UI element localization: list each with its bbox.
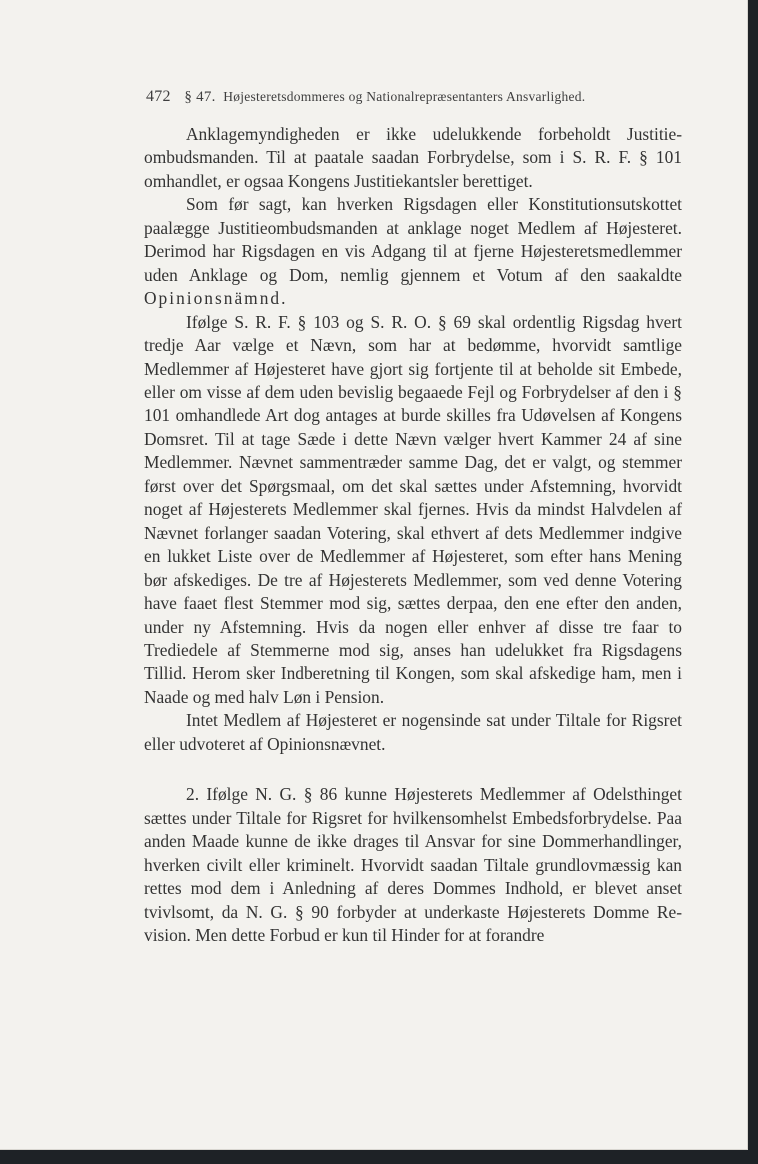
paragraph-prosecution-authority: Anklagemyndigheden er ikke udelukkende forbeholdt Justitieombudsmanden. Til at paatale saadan Forbrydelse, som i S. R. F. § 101 omhandlet, er ogsaa Kongens Justitiekantsler berettiget. — [144, 124, 682, 191]
body-text — [144, 123, 682, 947]
paragraph-no-member-tried: Intet Medlem af Højesteret er nogensinde sat under Tiltale for Rigsret eller udvoteret af Opinionsnævnet. — [144, 710, 682, 754]
paragraph-removal-text: Som før sagt, kan hverken Rigsdagen eller Konstitutionsutskottet paalægge Justitieombudsmanden at anklage noget Medlem af Højesteret. Derimod har Rigsdagen en vis Adgang til at fjerne Højesteretsmedlemmer uden Anklage og Dom, nemlig gjennem et Votum af den saakaldte — [144, 194, 682, 285]
running-header — [146, 88, 676, 106]
paragraph-removal-of-judges — [144, 193, 682, 310]
paragraph-opinion-committee: Ifølge S. R. F. § 103 og S. R. O. § 69 skal ordentlig Rigsdag hvert tredje Aar vælge et Nævn, som har at bedømme, hvorvidt samtlige Medlemmer af Højesteret have gjort sig fortjente til at beholde sit Embede, eller om visse af dem uden bevislig begaaede Fejl og Forbrydelser af den i § 101 omhandlede Art dog antages at burde skilles fra Udøvelsen af Kongens Domsret. Til at tage Sæde i dette Nævn vælger hvert Kammer 24 af sine Medlemmer. Nævnet sammentræder samme Dag, det er valgt, og stemmer først over det Spørgsmaal, om det skal sættes under Afstemning, hvorvidt noget af Højesterets Medlemmer skal fjernes. Hvis da mindst Halvdelen af Nævnet forlanger saadan Votering, skal ethvert af dets Medlemmer indgive en lukket Liste over de Medlemmer af Højesteret, som efter hans Mening bør afskediges. De tre af Højesterets Medlemmer, som ved denne Votering have faaet flest Stemmer mod sig, sættes derpaa, den ene efter den anden, under ny Afstemning. Hvis da nogen eller enhver af disse tre faar to Trediedele af Stemmerne mod sig, anses han udelukket fra Rigsdagens Tillid. Herom sker Indberetning til Kongen, som skal afskedige ham, men i Naade og med halv Løn i Pension. — [144, 311, 682, 707]
spaced-term-opinionsnamnd: Opinionsnämnd. — [144, 288, 288, 309]
section-number: § 47. — [184, 89, 216, 105]
paragraph-norwegian-law: 2. Ifølge N. G. § 86 kunne Højesterets Medlemmer af Odelsthinget sættes under Tiltale for Rigsret for hvilkensomhelst Embedsforbrydelse. Paa anden Maade kunne de ikke drages til Ansvar for sine Dommerhandlinger, hverken civilt eller kriminelt. Hvorvidt saadan Tiltale grundlovmæssig kan rettes mod dem i Anledning af deres Dommes Indhold, er blevet anset tvivlsomt, da N. G. § 90 forbyder at underkaste Højesterets Domme Revision. Men dette Forbud er kun til Hinder for at forandre — [144, 784, 682, 945]
page-number: 472 — [146, 88, 171, 105]
running-title: Højesteretsdommeres og Nationalrepræsentanters Ansvarlighed. — [223, 89, 586, 104]
